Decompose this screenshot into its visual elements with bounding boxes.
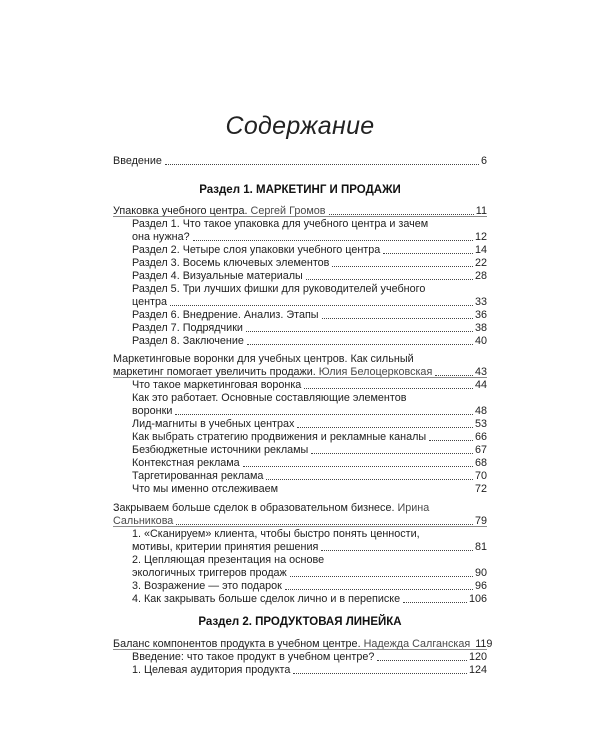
toc-entry-text: Раздел 7. Подрядчики bbox=[132, 322, 243, 334]
page-number: 44 bbox=[474, 379, 487, 391]
page-number: 38 bbox=[474, 322, 487, 334]
toc-entry bbox=[132, 244, 487, 257]
toc-entry-text: Введение: что такое продукт в учебном центре? bbox=[132, 651, 375, 663]
dot-leader bbox=[297, 426, 473, 428]
toc-entry bbox=[132, 567, 487, 580]
page-number: 120 bbox=[468, 651, 487, 663]
toc-entry bbox=[132, 309, 487, 322]
toc-entry-line: Раздел 1. Что такое упаковка для учебного центра и зачем bbox=[132, 218, 429, 230]
dot-leader bbox=[243, 465, 473, 467]
page-number: 48 bbox=[474, 405, 487, 417]
page-number: 90 bbox=[474, 567, 487, 579]
dot-leader bbox=[383, 252, 473, 254]
toc-entry bbox=[132, 335, 487, 348]
toc-entry bbox=[132, 379, 487, 392]
toc-entry-text: Введение bbox=[113, 155, 162, 167]
dot-leader bbox=[246, 330, 473, 332]
toc-entry bbox=[132, 444, 487, 457]
toc-entry-text: Раздел 6. Внедрение. Анализ. Этапы bbox=[132, 309, 319, 321]
dot-leader bbox=[332, 265, 473, 267]
page-number: 70 bbox=[474, 470, 487, 482]
page-title: Содержание bbox=[225, 112, 375, 140]
toc-entry-text: Раздел 3. Восемь ключевых элементов bbox=[132, 257, 330, 269]
chapter-title: Упаковка учебного центра. Сергей Громов bbox=[113, 205, 326, 217]
toc-entry-text: Безбюджетные источники рекламы bbox=[132, 444, 309, 456]
toc-entry bbox=[132, 296, 487, 309]
dot-leader bbox=[175, 413, 473, 415]
toc-entry-text: Лид-магниты в учебных центрах bbox=[132, 418, 295, 430]
toc-entry-text: 1. Целевая аудитория продукта bbox=[132, 664, 291, 676]
dot-leader bbox=[311, 452, 473, 454]
toc-entry-text: Раздел 2. Четыре слоя упаковки учебного центра bbox=[132, 244, 381, 256]
page-number: 14 bbox=[474, 244, 487, 256]
toc-entry-text: центра bbox=[132, 296, 167, 308]
dot-leader bbox=[403, 601, 467, 603]
toc-entry bbox=[132, 470, 487, 483]
page-number: 81 bbox=[474, 541, 487, 553]
page-number: 43 bbox=[474, 366, 487, 378]
toc-entry bbox=[132, 664, 487, 677]
toc-entry-intro bbox=[113, 155, 487, 168]
page-number: 12 bbox=[474, 231, 487, 243]
page-number: 68 bbox=[474, 457, 487, 469]
dot-leader bbox=[176, 523, 473, 525]
page-number: 6 bbox=[480, 155, 487, 167]
dot-leader bbox=[322, 317, 473, 319]
page-number: 22 bbox=[474, 257, 487, 269]
toc-entry bbox=[132, 593, 487, 606]
page-number: 66 bbox=[474, 431, 487, 443]
toc-entry-text: экологичных триггеров продаж bbox=[132, 567, 287, 579]
page-number: 72 bbox=[474, 483, 487, 495]
dot-leader bbox=[285, 588, 473, 590]
toc-entry bbox=[132, 580, 487, 593]
dot-leader bbox=[170, 304, 473, 306]
toc-entry-text: Раздел 4. Визуальные материалы bbox=[132, 270, 303, 282]
chapter-author: Сальникова bbox=[113, 515, 174, 527]
chapter-title: Закрываем больше сделок в образовательном бизнесе. Ирина bbox=[113, 502, 430, 514]
page-number: 79 bbox=[474, 515, 487, 527]
dot-leader bbox=[247, 343, 473, 345]
chapter-rule bbox=[113, 216, 487, 217]
toc-entry bbox=[132, 483, 487, 496]
toc-entry-text: Раздел 8. Заключение bbox=[132, 335, 244, 347]
toc-entry bbox=[132, 431, 487, 444]
page-number: 106 bbox=[468, 593, 487, 605]
toc-entry-text: Что мы именно отслеживаем bbox=[132, 483, 279, 495]
dot-leader bbox=[321, 549, 473, 551]
page-number: 40 bbox=[474, 335, 487, 347]
toc-entry-line: 2. Цепляющая презентация на основе bbox=[132, 554, 325, 566]
toc-entry bbox=[132, 418, 487, 431]
page-number: 33 bbox=[474, 296, 487, 308]
page-number: 119 bbox=[475, 638, 493, 650]
page-number: 96 bbox=[474, 580, 487, 592]
part-2-heading: Раздел 2. ПРОДУКТОВАЯ ЛИНЕЙКА bbox=[198, 616, 402, 628]
toc-entry-line: Раздел 5. Три лучших фишки для руководителей учебного bbox=[132, 283, 426, 295]
toc-entry-text: Что такое маркетинговая воронка bbox=[132, 379, 302, 391]
dot-leader bbox=[281, 492, 473, 493]
page-number: 11 bbox=[475, 205, 487, 217]
dot-leader bbox=[304, 387, 473, 389]
page-number: 28 bbox=[474, 270, 487, 282]
page-number: 53 bbox=[474, 418, 487, 430]
toc-entry bbox=[132, 541, 487, 554]
chapter-title: Маркетинговые воронки для учебных центров. Как сильный bbox=[113, 353, 414, 365]
dot-leader bbox=[165, 163, 479, 165]
chapter-title: Баланс компонентов продукта в учебном центре. Надежда Салганская bbox=[113, 638, 471, 650]
chapter-rule bbox=[113, 526, 487, 527]
toc-entry-text: она нужна? bbox=[132, 231, 190, 243]
toc-entry bbox=[132, 457, 487, 470]
dot-leader bbox=[266, 478, 473, 480]
toc-entry bbox=[132, 270, 487, 283]
dot-leader bbox=[429, 439, 473, 441]
chapter-rule bbox=[113, 377, 487, 378]
toc-entry bbox=[132, 651, 487, 664]
toc-entry bbox=[132, 257, 487, 270]
toc-entry bbox=[132, 322, 487, 335]
toc-entry-line: Как это работает. Основные составляющие элементов bbox=[132, 392, 407, 404]
toc-entry-text: Таргетированная реклама bbox=[132, 470, 264, 482]
toc-entry-text: 4. Как закрывать больше сделок лично и в переписке bbox=[132, 593, 401, 605]
dot-leader bbox=[377, 659, 467, 661]
toc-entry-text: воронки bbox=[132, 405, 173, 417]
toc-entry bbox=[132, 231, 487, 244]
page-number: 36 bbox=[474, 309, 487, 321]
toc-entry-text: мотивы, критерии принятия решения bbox=[132, 541, 319, 553]
dot-leader bbox=[435, 374, 473, 376]
dot-leader bbox=[293, 672, 467, 674]
dot-leader bbox=[193, 239, 473, 241]
chapter-author: Надежда Салганская bbox=[363, 638, 471, 650]
chapter-author: Сергей Громов bbox=[250, 205, 326, 217]
chapter-rule bbox=[113, 649, 487, 650]
toc-entry bbox=[132, 405, 487, 418]
page-number: 67 bbox=[474, 444, 487, 456]
toc-entry-text: 3. Возражение — это подарок bbox=[132, 580, 282, 592]
dot-leader bbox=[290, 575, 473, 577]
toc-entry-text: Как выбрать стратегию продвижения и рекламные каналы bbox=[132, 431, 427, 443]
page-number: 124 bbox=[468, 664, 487, 676]
toc-entry-line: 1. «Сканируем» клиента, чтобы быстро понять ценности, bbox=[132, 528, 420, 540]
dot-leader bbox=[329, 213, 474, 215]
chapter-title: маркетинг помогает увеличить продажи. Юлия Белоцерковская bbox=[113, 366, 433, 378]
chapter-author: Юлия Белоцерковская bbox=[318, 366, 433, 378]
toc-entry-text: Контекстная реклама bbox=[132, 457, 240, 469]
dot-leader bbox=[306, 278, 473, 280]
chapter-author: Ирина bbox=[397, 502, 430, 514]
part-1-heading: Раздел 1. МАРКЕТИНГ И ПРОДАЖИ bbox=[199, 184, 401, 196]
